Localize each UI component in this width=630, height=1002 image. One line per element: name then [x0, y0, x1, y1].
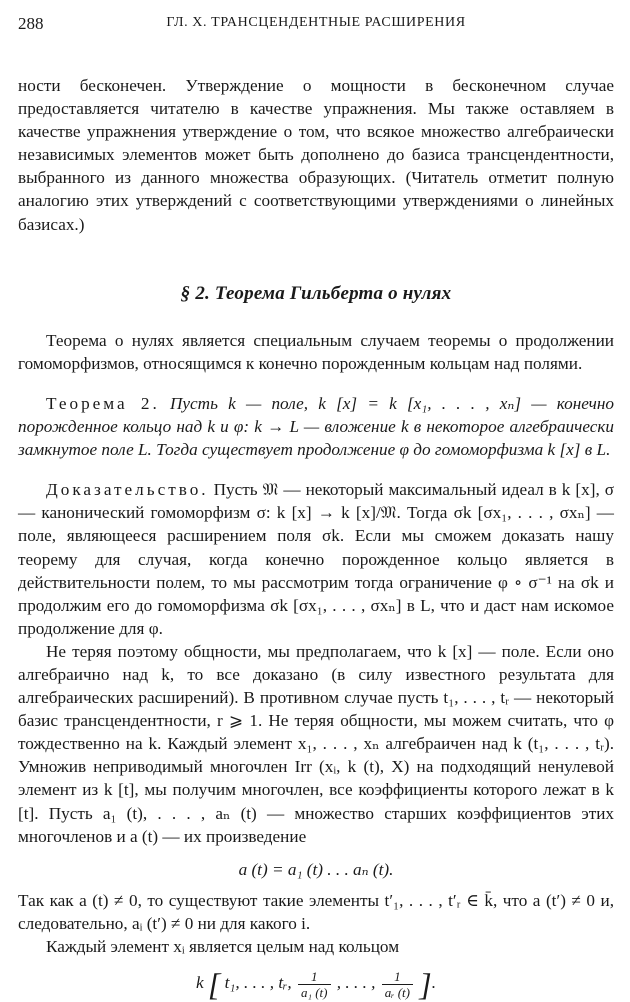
proof-text: Пусть 𝔐 — некоторый максимальный идеал в k [x], σ — канонический гомоморфизм σ: k [x] → k [x]/𝔐. Тогда σk [σx₁, . . . , σxₙ] — поле, являющееся расширением поля σk. Если мы сможем доказать нашу теорему для случая, когда конечно порожденное кольцо является в действительности полем, то мы рассмотрим тогда ограничение φ ∘ σ⁻¹ на σk и продолжим его до гомоморфизма σk [σx₁, . . . , σxₙ] в L, что и даст нам искомое продолжение для φ.	[18, 480, 615, 638]
paragraph-intro: Теорема о нулях является специальным случаем теоремы о продолжении гомоморфизмов, относящимся к конечно порожденным кольцам над полями.	[18, 330, 614, 373]
formula-end: .	[431, 973, 437, 993]
proof-label: Доказательство.	[46, 480, 209, 500]
paragraph-elements: Так как a (t) ≠ 0, то существуют такие элементы t′₁, . . . , t′ᵣ ∈ k̄, что a (t′) ≠ 0 и, следовательно, aᵢ (t′) ≠ 0 ни для какого i.	[18, 890, 614, 933]
section-heading: § 2. Теорема Гильберта о нулях	[180, 282, 452, 304]
proof	[18, 478, 614, 640]
page-body	[18, 74, 614, 1000]
ring-vars: t₁, . . . , tᵣ,	[224, 973, 292, 993]
ring-prefix: k	[195, 973, 204, 993]
left-bracket: [	[207, 966, 221, 1002]
theorem-2	[18, 392, 614, 461]
fraction-1	[298, 969, 331, 1000]
formula-ring	[18, 968, 614, 1000]
paragraph-field-case: Не теряя поэтому общности, мы предполагаем, что k [x] — поле. Если оно алгебраично над k, то все доказано (в силу известного результата для алгебраических расширений). В противном случае пусть t₁, . . . , tᵣ — некоторый базис трансцендентности, r ⩾ 1. Не теряя общности, мы можем считать, что φ тождественно на k. Каждый элемент x₁, . . . , xₙ алгебраичен над k (t₁, . . . , tᵣ). Умножив неприводимый многочлен Irr (xᵢ, k (t), X) на подходящий ненулевой элемент из k [t], мы получим многочлен, все коэффициенты которого лежат в k [t]. Пусть a₁ (t), . . . , aₙ (t) — множество старших коэффициентов этих многочленов и a (t) — их произведение	[18, 641, 614, 846]
theorem-label: Теорема 2.	[46, 393, 160, 413]
fraction-1-denominator: a₁ (t)	[300, 984, 328, 1000]
fraction-2-numerator: 1	[382, 969, 413, 985]
paragraph-integral: Каждый элемент xᵢ является целым над кольцом	[46, 937, 400, 956]
running-head: ГЛ. X. ТРАНСЦЕНДЕНТНЫЕ РАСШИРЕНИЯ	[166, 15, 466, 30]
fraction-2	[382, 969, 413, 1000]
paragraph-continuation: ности бесконечен. Утверждение о мощности в бесконечном случае предоставляется читателю в качестве упражнения. Мы также оставляем в качестве упражнения утверждение о том, что всякое множество алгебраически независимых элементов может быть дополнено до базиса трансцендентности, выбранного из данного множества образующих. (Читатель отметит полную аналогию этих утверждений с соответствующими утверждениями о линейных базисах.)	[18, 76, 614, 234]
theorem-statement: Пусть k — поле, k [x] = k [x₁, . . . , xₙ] — конечно порожденное кольцо над k и φ: k → L — вложение k в некоторое алгебраически замкнутое поле L. Тогда существует продолжение φ до гомоморфизма k [x] в L.	[18, 393, 614, 460]
right-bracket: ]	[419, 966, 432, 1002]
ring-dots: , . . . ,	[336, 973, 376, 993]
fraction-2-denominator: aᵣ (t)	[384, 984, 410, 1000]
page-number: 288	[18, 14, 44, 33]
formula-product: a (t) = a₁ (t) . . . aₙ (t).	[238, 859, 394, 879]
fraction-1-numerator: 1	[298, 969, 331, 985]
page-header	[18, 14, 614, 36]
